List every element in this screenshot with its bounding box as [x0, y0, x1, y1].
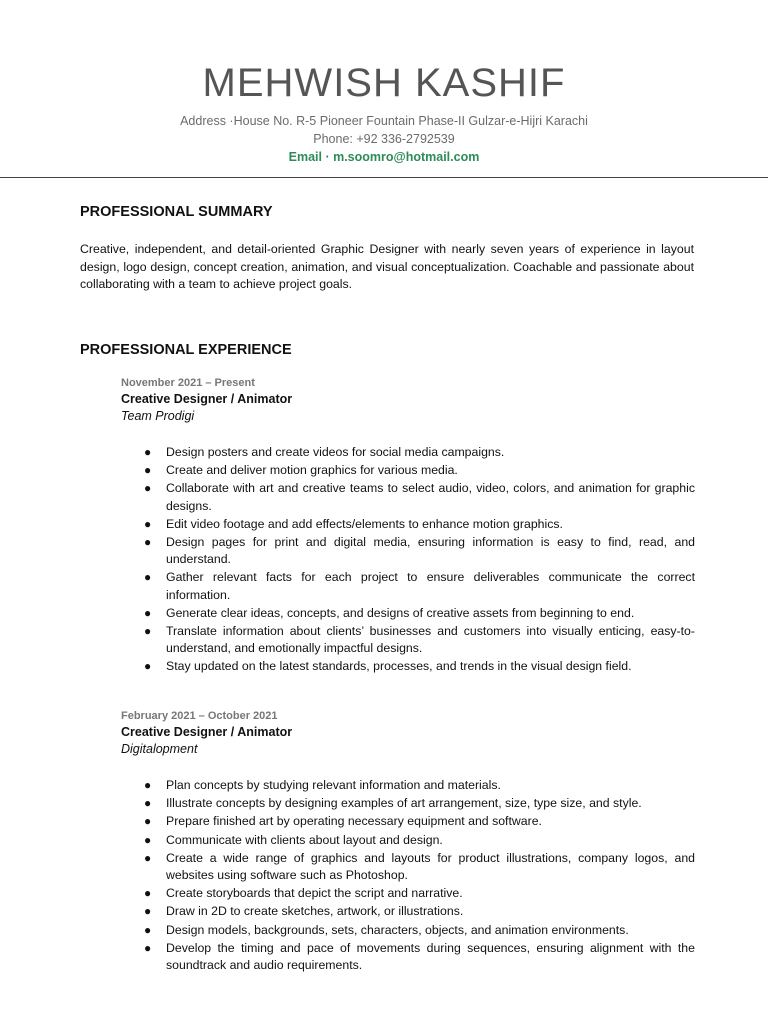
job-date: November 2021 – Present: [121, 377, 255, 389]
header-divider: [0, 177, 768, 178]
bullet-icon: ●: [144, 570, 152, 585]
bullet-icon: ●: [144, 463, 152, 478]
bullet-item: ● Prepare finished art by operating necessary equipment and software.: [121, 813, 695, 830]
bullet-item: ● Design posters and create videos for social media campaigns.: [121, 444, 695, 461]
bullet-icon: ●: [144, 659, 152, 674]
bullet-item: ● Create storyboards that depict the script and narrative.: [121, 885, 695, 902]
bullet-item: ● Generate clear ideas, concepts, and designs of creative assets from beginning to end.: [121, 605, 695, 622]
bullet-icon: ●: [144, 624, 152, 639]
job-bullets: [121, 444, 695, 677]
bullet-icon: ●: [144, 778, 152, 792]
job-company: Digitalopment: [121, 742, 198, 756]
bullet-item: ● Illustrate concepts by designing examples of art arrangement, size, type size, and style.: [121, 795, 695, 812]
bullet-item: ● Gather relevant facts for each project to ensure deliverables communicate the correct information.: [144, 570, 695, 602]
contact-block: [0, 112, 768, 166]
bullet-icon: ●: [144, 922, 152, 937]
job-title: Creative Designer / Animator: [121, 392, 293, 406]
summary-heading: PROFESSIONAL SUMMARY: [80, 204, 273, 220]
bullet-item: ● Create and deliver motion graphics for various media.: [121, 462, 695, 479]
candidate-name: MEHWISH KASHIF: [202, 61, 566, 105]
bullet-item: ● Design models, backgrounds, sets, characters, objects, and animation environments.: [121, 922, 695, 939]
bullet-icon: ●: [144, 832, 152, 847]
experience-heading: PROFESSIONAL EXPERIENCE: [80, 342, 292, 358]
job-entry: [121, 708, 695, 758]
job-title: Creative Designer / Animator: [121, 725, 293, 739]
resume-header: [0, 0, 768, 166]
job-entry: [121, 375, 695, 425]
job-date: February 2021 – October 2021: [121, 710, 278, 722]
bullet-item: ● Communicate with clients about layout and design.: [121, 832, 695, 849]
bullet-icon: ●: [144, 886, 152, 901]
bullet-icon: ●: [144, 481, 152, 496]
bullet-item: ● Draw in 2D to create sketches, artwork, or illustrations.: [121, 903, 695, 920]
bullet-item: ● Develop the timing and pace of movements during sequences, ensuring alignment with the soundtrack and audio requirements.: [144, 940, 695, 973]
bullet-item: ● Create a wide range of graphics and layouts for product illustrations, company logos, and websites using software such as Photoshop.: [144, 850, 695, 883]
bullet-item: ● Stay updated on the latest standards, processes, and trends in the visual design field.: [121, 658, 695, 675]
bullet-icon: ●: [144, 814, 152, 829]
summary-text: Creative, independent, and detail-oriented Graphic Designer with nearly seven years of experience in layout design, logo design, concept creation, animation, and visual conceptualization. Coachable and passionate about collaborating with a team to achieve project goals.: [80, 242, 694, 291]
bullet-item: ● Plan concepts by studying relevant information and materials.: [121, 777, 695, 794]
bullet-item: ● Design pages for print and digital media, ensuring information is easy to find, read, and understand.: [144, 535, 695, 567]
job-bullets: [121, 777, 695, 975]
email-line[interactable]: Email · m.soomro@hotmail.com: [288, 150, 480, 164]
bullet-item: ● Translate information about clients’ businesses and customers into visually enticing, easy-to-understand, and emotionally impactful designs.: [144, 624, 695, 656]
bullet-icon: ●: [144, 535, 152, 550]
bullet-icon: ●: [144, 516, 152, 531]
bullet-icon: ●: [144, 940, 152, 955]
bullet-icon: ●: [144, 850, 152, 865]
address-line: Address ·House No. R-5 Pioneer Fountain Phase-II Gulzar-e-Hijri Karachi: [180, 114, 588, 128]
phone-line: Phone: +92 336-2792539: [313, 132, 455, 146]
bullet-icon: ●: [144, 796, 152, 811]
bullet-icon: ●: [144, 605, 152, 620]
job-company: Team Prodigi: [121, 409, 195, 423]
bullet-item: ● Edit video footage and add effects/elements to enhance motion graphics.: [121, 516, 695, 533]
bullet-icon: ●: [144, 445, 152, 459]
bullet-icon: ●: [144, 904, 152, 919]
bullet-item: ● Collaborate with art and creative teams to select audio, video, colors, and animation for graphic designs.: [144, 481, 695, 513]
